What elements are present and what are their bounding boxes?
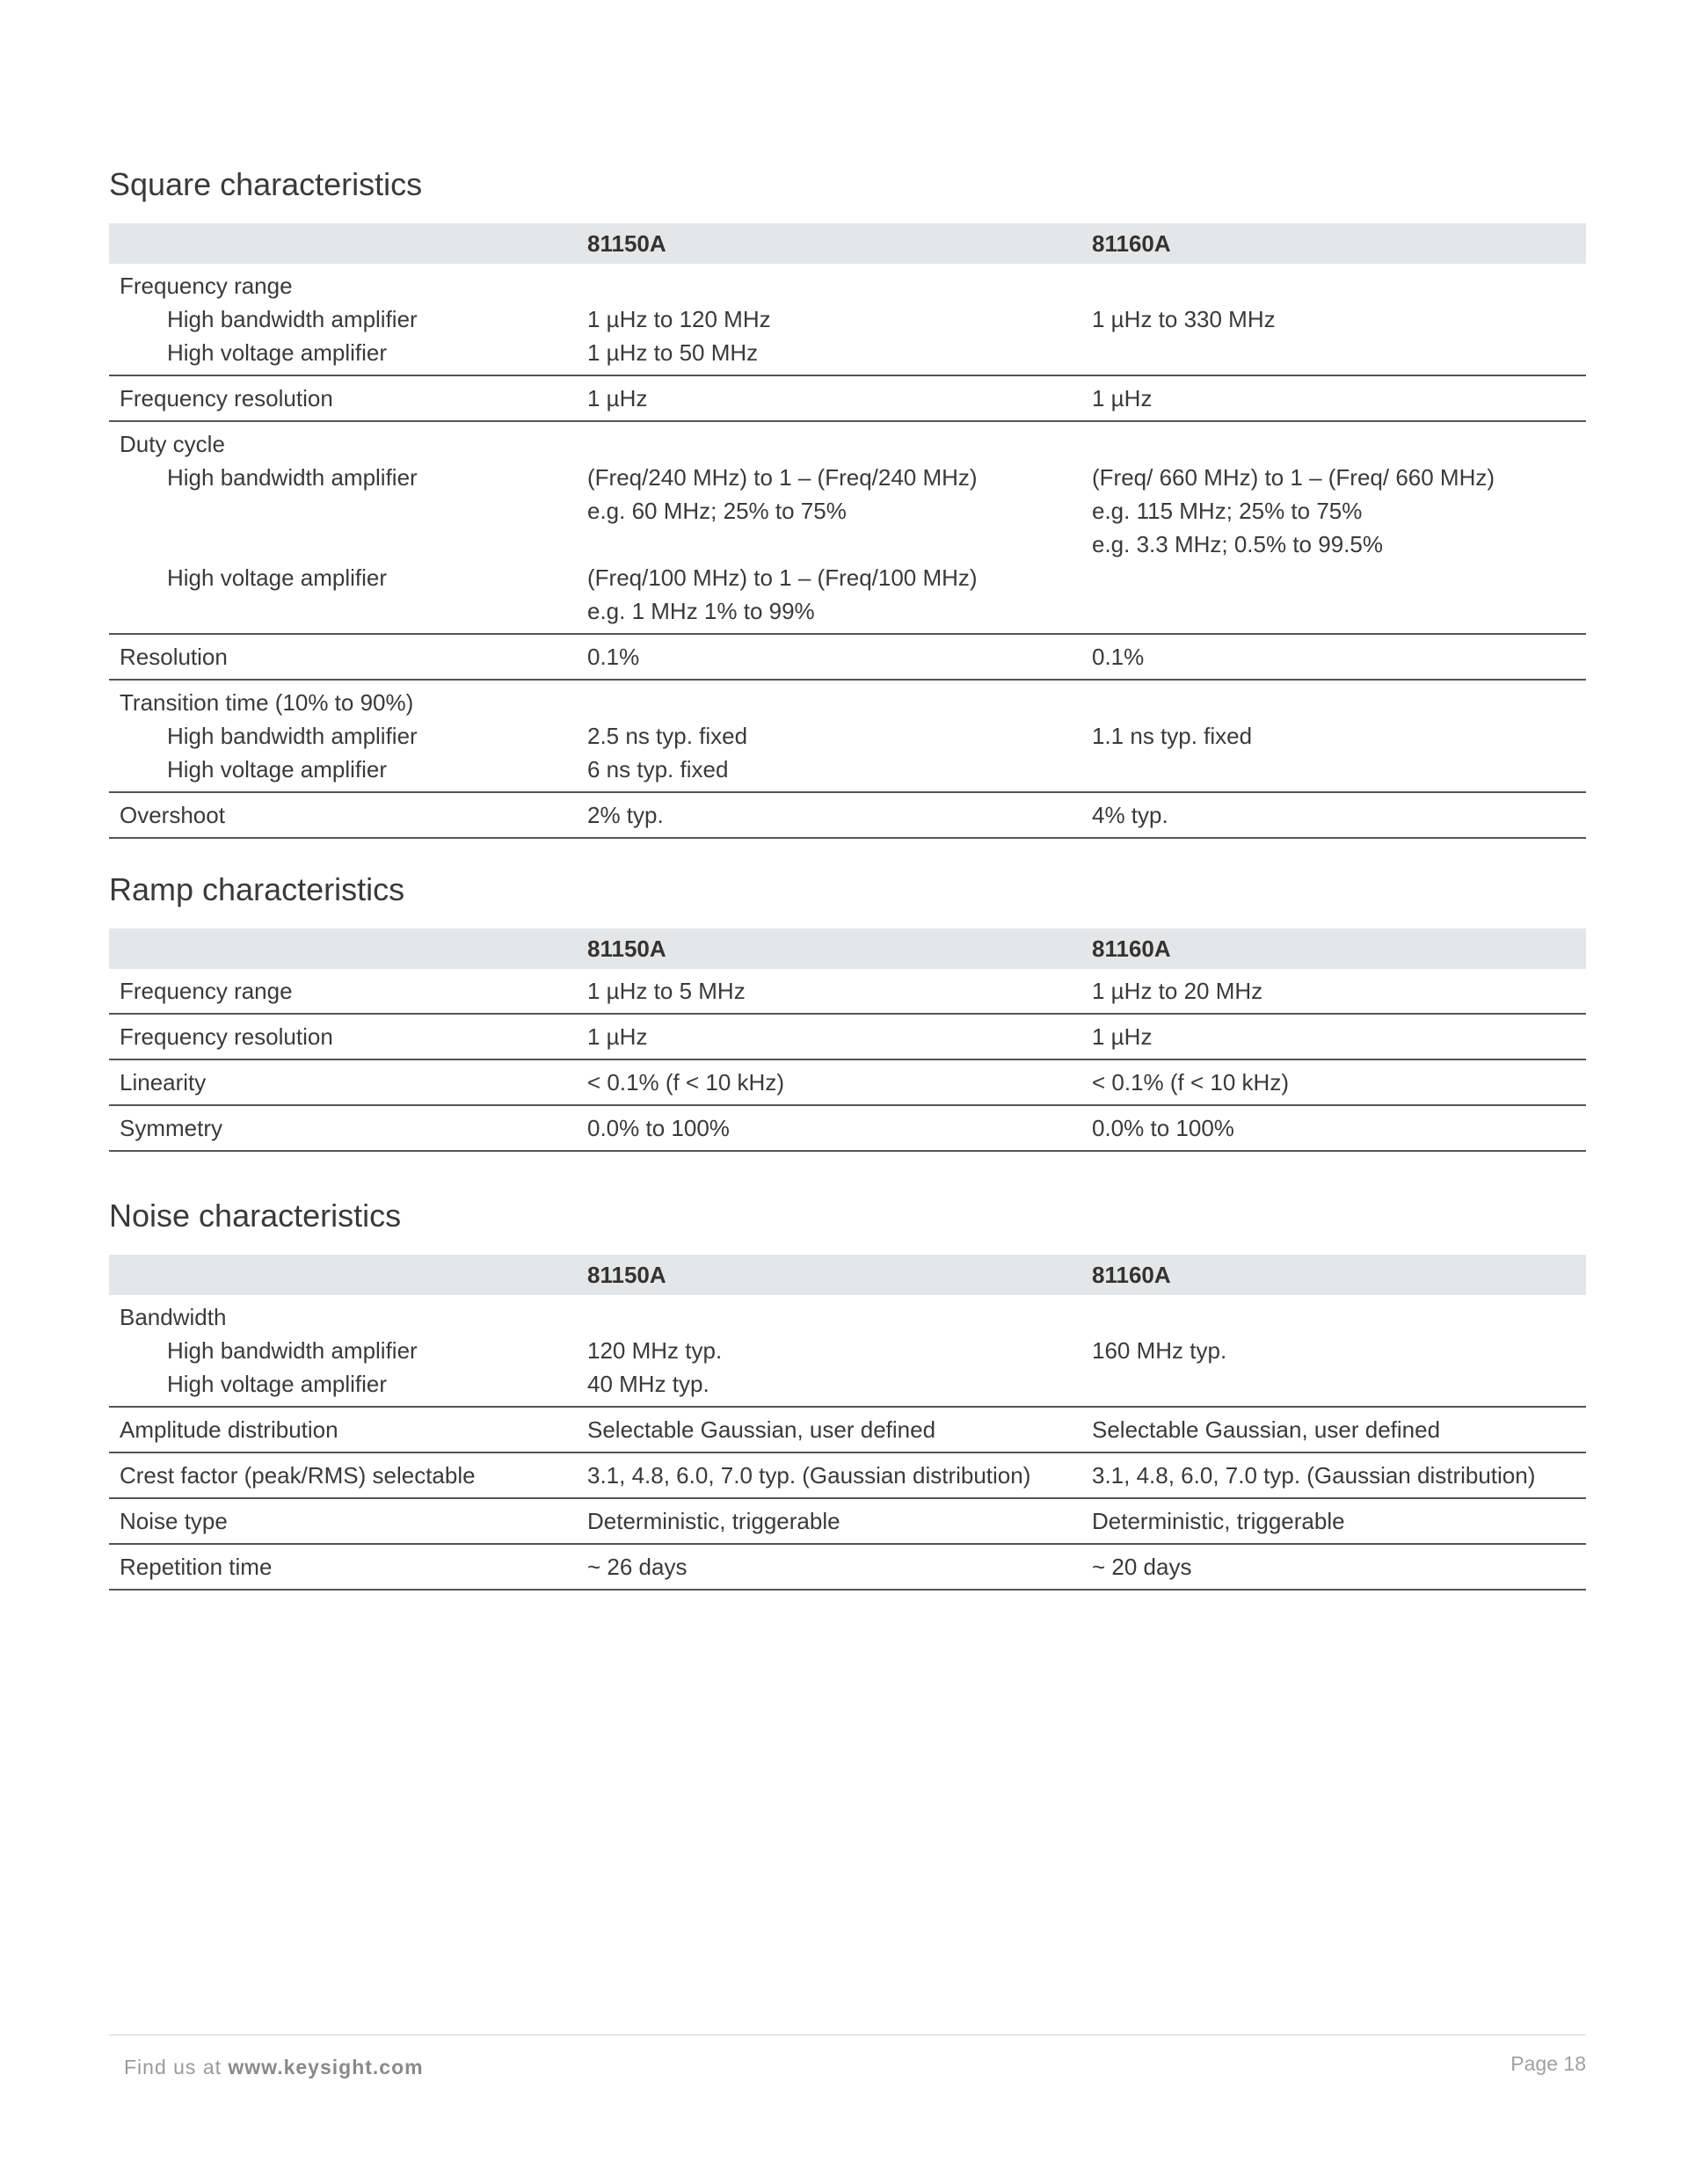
hv-amp-label: High voltage amplifier bbox=[167, 756, 388, 783]
hb-amp-label: High bandwidth amplifier bbox=[167, 306, 418, 332]
row-label: Frequency resolution bbox=[109, 1014, 577, 1059]
cell-81160a: ~ 20 days bbox=[1081, 1544, 1586, 1590]
row-label bbox=[109, 1295, 577, 1407]
value: e.g. 1 MHz 1% to 99% bbox=[587, 598, 815, 624]
header-81150a: 81150A bbox=[577, 1255, 1081, 1295]
value: 1 µHz to 50 MHz bbox=[587, 339, 759, 366]
header-81160a: 81160A bbox=[1081, 1255, 1586, 1295]
table-row bbox=[109, 264, 1586, 375]
hv-amp-label: High voltage amplifier bbox=[167, 1371, 388, 1397]
cell-81150a: < 0.1% (f < 10 kHz) bbox=[577, 1059, 1081, 1105]
cell-81160a: 1 µHz to 20 MHz bbox=[1081, 969, 1586, 1014]
cell-81160a bbox=[1081, 680, 1586, 792]
table-row bbox=[109, 969, 1586, 1014]
cell-81160a: 1 µHz bbox=[1081, 1014, 1586, 1059]
cell-81150a: ~ 26 days bbox=[577, 1544, 1081, 1590]
table-row bbox=[109, 1407, 1586, 1452]
cell-81150a: 0.1% bbox=[577, 634, 1081, 680]
table-header-row bbox=[109, 1255, 1586, 1295]
cell-81150a: 1 µHz bbox=[577, 375, 1081, 421]
table-row bbox=[109, 680, 1586, 792]
table-row bbox=[109, 375, 1586, 421]
footer-find-us bbox=[124, 2056, 424, 2079]
footer-url-link[interactable]: www.keysight.com bbox=[228, 2056, 424, 2078]
cell-81150a: 2% typ. bbox=[577, 792, 1081, 838]
header-empty bbox=[109, 1255, 577, 1295]
value: 120 MHz typ. bbox=[587, 1337, 723, 1364]
row-label: Resolution bbox=[109, 634, 577, 680]
cell-81160a: 0.1% bbox=[1081, 634, 1586, 680]
row-label: Repetition time bbox=[109, 1544, 577, 1590]
table-header-row bbox=[109, 223, 1586, 264]
noise-section-title: Noise characteristics bbox=[109, 1198, 402, 1234]
cell-81150a: Deterministic, triggerable bbox=[577, 1498, 1081, 1544]
value: e.g. 115 MHz; 25% to 75% bbox=[1092, 498, 1363, 524]
table-row bbox=[109, 1498, 1586, 1544]
table-row bbox=[109, 1105, 1586, 1151]
table-row bbox=[109, 421, 1586, 634]
row-label: Amplitude distribution bbox=[109, 1407, 577, 1452]
cell-81160a: < 0.1% (f < 10 kHz) bbox=[1081, 1059, 1586, 1105]
noise-table bbox=[109, 1255, 1586, 1591]
table-header-row bbox=[109, 928, 1586, 969]
ramp-table bbox=[109, 928, 1586, 1152]
value: 1 µHz to 330 MHz bbox=[1092, 306, 1276, 332]
cell-81150a bbox=[577, 421, 1081, 634]
cell-81160a: Selectable Gaussian, user defined bbox=[1081, 1407, 1586, 1452]
square-table bbox=[109, 223, 1586, 839]
row-label: Frequency resolution bbox=[109, 375, 577, 421]
header-81150a: 81150A bbox=[577, 928, 1081, 969]
row-label: Frequency range bbox=[109, 969, 577, 1014]
row-label bbox=[109, 680, 577, 792]
value: (Freq/240 MHz) to 1 – (Freq/240 MHz) bbox=[587, 464, 978, 491]
header-empty bbox=[109, 928, 577, 969]
header-81150a: 81150A bbox=[577, 223, 1081, 264]
hb-amp-label: High bandwidth amplifier bbox=[167, 464, 418, 491]
value: e.g. 60 MHz; 25% to 75% bbox=[587, 498, 847, 524]
value: 160 MHz typ. bbox=[1092, 1337, 1227, 1364]
hb-amp-label: High bandwidth amplifier bbox=[167, 723, 418, 749]
cell-81160a bbox=[1081, 1295, 1586, 1407]
square-section-title: Square characteristics bbox=[109, 166, 423, 202]
table-row bbox=[109, 1452, 1586, 1498]
row-label bbox=[109, 264, 577, 375]
row-label: Crest factor (peak/RMS) selectable bbox=[109, 1452, 577, 1498]
frequency-range-label: Frequency range bbox=[120, 273, 293, 299]
value: 1.1 ns typ. fixed bbox=[1092, 723, 1253, 749]
table-row bbox=[109, 1544, 1586, 1590]
cell-81150a bbox=[577, 680, 1081, 792]
value: 1 µHz to 120 MHz bbox=[587, 306, 771, 332]
cell-81150a bbox=[577, 264, 1081, 375]
ramp-section-title: Ramp characteristics bbox=[109, 871, 405, 907]
hb-amp-label: High bandwidth amplifier bbox=[167, 1337, 418, 1364]
cell-81160a bbox=[1081, 421, 1586, 634]
row-label: Noise type bbox=[109, 1498, 577, 1544]
table-row bbox=[109, 1059, 1586, 1105]
value: (Freq/ 660 MHz) to 1 – (Freq/ 660 MHz) bbox=[1092, 464, 1495, 491]
value: 2.5 ns typ. fixed bbox=[587, 723, 748, 749]
header-empty bbox=[109, 223, 577, 264]
table-row bbox=[109, 792, 1586, 838]
cell-81150a: 1 µHz bbox=[577, 1014, 1081, 1059]
bandwidth-label: Bandwidth bbox=[120, 1304, 227, 1330]
cell-81160a: Deterministic, triggerable bbox=[1081, 1498, 1586, 1544]
hv-amp-label: High voltage amplifier bbox=[167, 339, 388, 366]
row-label: Symmetry bbox=[109, 1105, 577, 1151]
header-81160a: 81160A bbox=[1081, 223, 1586, 264]
table-row bbox=[109, 1014, 1586, 1059]
table-row bbox=[109, 634, 1586, 680]
row-label: Overshoot bbox=[109, 792, 577, 838]
cell-81160a: 1 µHz bbox=[1081, 375, 1586, 421]
cell-81160a: 0.0% to 100% bbox=[1081, 1105, 1586, 1151]
cell-81150a: 0.0% to 100% bbox=[577, 1105, 1081, 1151]
cell-81150a: 3.1, 4.8, 6.0, 7.0 typ. (Gaussian distribution) bbox=[577, 1452, 1081, 1498]
header-81160a: 81160A bbox=[1081, 928, 1586, 969]
cell-81150a: Selectable Gaussian, user defined bbox=[577, 1407, 1081, 1452]
cell-81160a: 3.1, 4.8, 6.0, 7.0 typ. (Gaussian distribution) bbox=[1081, 1452, 1586, 1498]
cell-81160a: 4% typ. bbox=[1081, 792, 1586, 838]
row-label: Linearity bbox=[109, 1059, 577, 1105]
cell-81160a bbox=[1081, 264, 1586, 375]
cell-81150a bbox=[577, 1295, 1081, 1407]
value: (Freq/100 MHz) to 1 – (Freq/100 MHz) bbox=[587, 564, 978, 591]
value: 40 MHz typ. bbox=[587, 1371, 709, 1397]
cell-81150a: 1 µHz to 5 MHz bbox=[577, 969, 1081, 1014]
page-number: Page 18 bbox=[1510, 2052, 1586, 2075]
footer-find-text: Find us at bbox=[124, 2056, 222, 2078]
value: 6 ns typ. fixed bbox=[587, 756, 729, 783]
transition-time-label: Transition time (10% to 90%) bbox=[120, 689, 414, 716]
value: e.g. 3.3 MHz; 0.5% to 99.5% bbox=[1092, 531, 1383, 557]
hv-amp-label: High voltage amplifier bbox=[167, 564, 388, 591]
row-label bbox=[109, 421, 577, 634]
table-row bbox=[109, 1295, 1586, 1407]
duty-cycle-label: Duty cycle bbox=[120, 431, 225, 457]
